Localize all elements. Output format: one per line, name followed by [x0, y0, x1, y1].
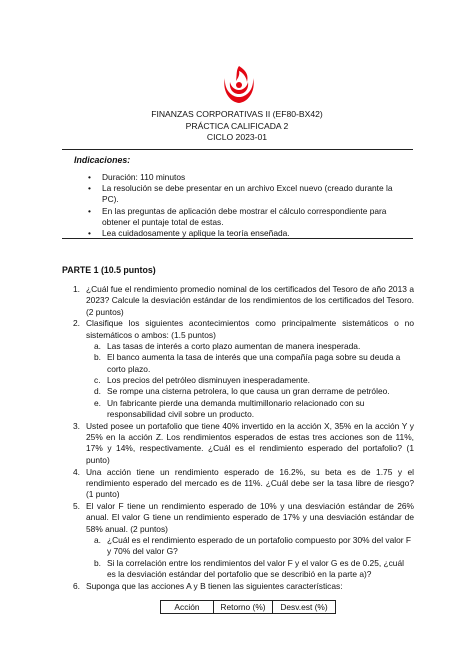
sub-question-text: Los precios del petróleo disminuyen inesperadamente. [107, 374, 310, 385]
sub-question-list [86, 535, 414, 580]
question-2 [62, 318, 414, 420]
sub-question-text: El banco aumenta la tasa de interés que una compañía paga sobre su deuda a corto plazo. [107, 352, 401, 374]
indication-item: • Duración: 110 minutos [88, 172, 410, 183]
indication-item: • La resolución se debe presentar en un archivo Excel nuevo (creado durante la PC). [88, 183, 410, 205]
question-number: 1. [73, 284, 80, 294]
sub-question-letter: a. [94, 534, 101, 545]
sub-question [86, 341, 414, 352]
sub-question-text: Se rompe una cisterna petrolera, lo que causa un gran derrame de petróleo. [107, 386, 390, 397]
sub-question-text: ¿Cuál es el rendimiento esperado de un portafolio compuesto por 30% del valor F y 70% del valor G? [107, 534, 411, 557]
question-text: Usted posee un portafolio que tiene 40% invertido en la acción X, 35% en la acción Y y 25% en la acción Z. Los rendimientos esperados de estas tres acciones son de 11%, 17% y 14%, respectivamente. ¿Cuál es el rendimiento esperado del portafolio? (1 punto) [86, 420, 414, 465]
sub-question-letter: c. [94, 374, 101, 385]
sub-question-letter: b. [94, 557, 101, 568]
question-number: 3. [73, 420, 80, 431]
sub-question [86, 558, 414, 581]
sub-question [86, 535, 414, 558]
indication-item: • Lea cuidadosamente y aplique la teoría enseñada. [88, 228, 410, 239]
indication-item: • En las preguntas de aplicación debe mostrar el cálculo correspondiente para obtener el puntaje total de estas. [88, 206, 410, 228]
sub-question-letter: a. [94, 341, 101, 352]
table-header-cell: Retorno (%) [214, 601, 273, 614]
question-4 [62, 467, 414, 501]
question-1 [62, 284, 414, 318]
sub-question [86, 375, 414, 386]
question-text: ¿Cuál fue el rendimiento promedio nominal de los certificados del Tesoro de año 2013 a 2023? Calcule la desviación estándar de los rendimientos de los certificados del Tesoro. (2 puntos) [86, 284, 414, 317]
question-number: 5. [73, 501, 80, 512]
sub-question-text: Las tasas de interés a corto plazo aumentan de manera inesperada. [107, 341, 361, 352]
exam-title: PRÁCTICA CALIFICADA 2 [185, 120, 289, 131]
sub-question [86, 398, 414, 421]
table-header-row [161, 601, 336, 614]
sub-question [86, 386, 414, 397]
course-title: FINANZAS CORPORATIVAS II (EF80-BX42) [151, 109, 323, 119]
sub-question-list [86, 341, 414, 420]
question-number: 4. [73, 466, 80, 477]
indications-list [88, 172, 410, 239]
question-text: Suponga que las acciones A y B tienen las siguientes características: [86, 580, 343, 591]
question-text: Clasifique los siguientes acontecimientos como principalmente sistemáticos o no sistemáticos o ambos: (1.5 puntos) [86, 318, 414, 340]
divider-top [62, 149, 413, 150]
table-header-cell: Acción [161, 601, 214, 614]
sub-question-text: Un fabricante pierde una demanda multimillonario relacionado con su responsabilidad civil sobre un producto. [107, 397, 365, 419]
table-header-cell: Desv.est (%) [273, 601, 336, 614]
question-3 [62, 421, 414, 466]
indications-title: Indicaciones: [74, 155, 131, 165]
sub-question-letter: d. [94, 386, 101, 397]
question-5 [62, 501, 414, 580]
part1-title: PARTE 1 (10.5 puntos) [62, 265, 156, 275]
stocks-table [160, 600, 336, 614]
question-text: Una acción tiene un rendimiento esperado de 16.2%, su beta es de 1.75 y el rendimiento esperado del mercado es de 11%. ¿Cuál debe ser la tasa libre de riesgo? (1 punto) [86, 466, 414, 500]
sub-question-text: Si la correlación entre los rendimientos del valor F y el valor G es de 0.25, ¿cuál es la desviación estándar del portafolio que se describió en la parte a)? [107, 557, 404, 579]
question-list [62, 284, 414, 593]
question-text: El valor F tiene un rendimiento esperado de 10% y una desviación estándar de 26% anual. El valor G tiene un rendimiento esperado de 17% y una desviación estándar de 58% anual. (2 puntos) [86, 501, 414, 534]
sub-question-letter: b. [94, 352, 101, 363]
cycle-label: CICLO 2023-01 [206, 132, 268, 142]
question-6 [62, 581, 414, 592]
upc-flame-logo-icon [219, 62, 259, 106]
divider-bottom [62, 238, 413, 239]
document-header [0, 109, 474, 144]
sub-question [86, 352, 414, 375]
sub-question-letter: e. [94, 397, 101, 408]
question-number: 6. [73, 580, 80, 591]
question-number: 2. [73, 318, 80, 329]
